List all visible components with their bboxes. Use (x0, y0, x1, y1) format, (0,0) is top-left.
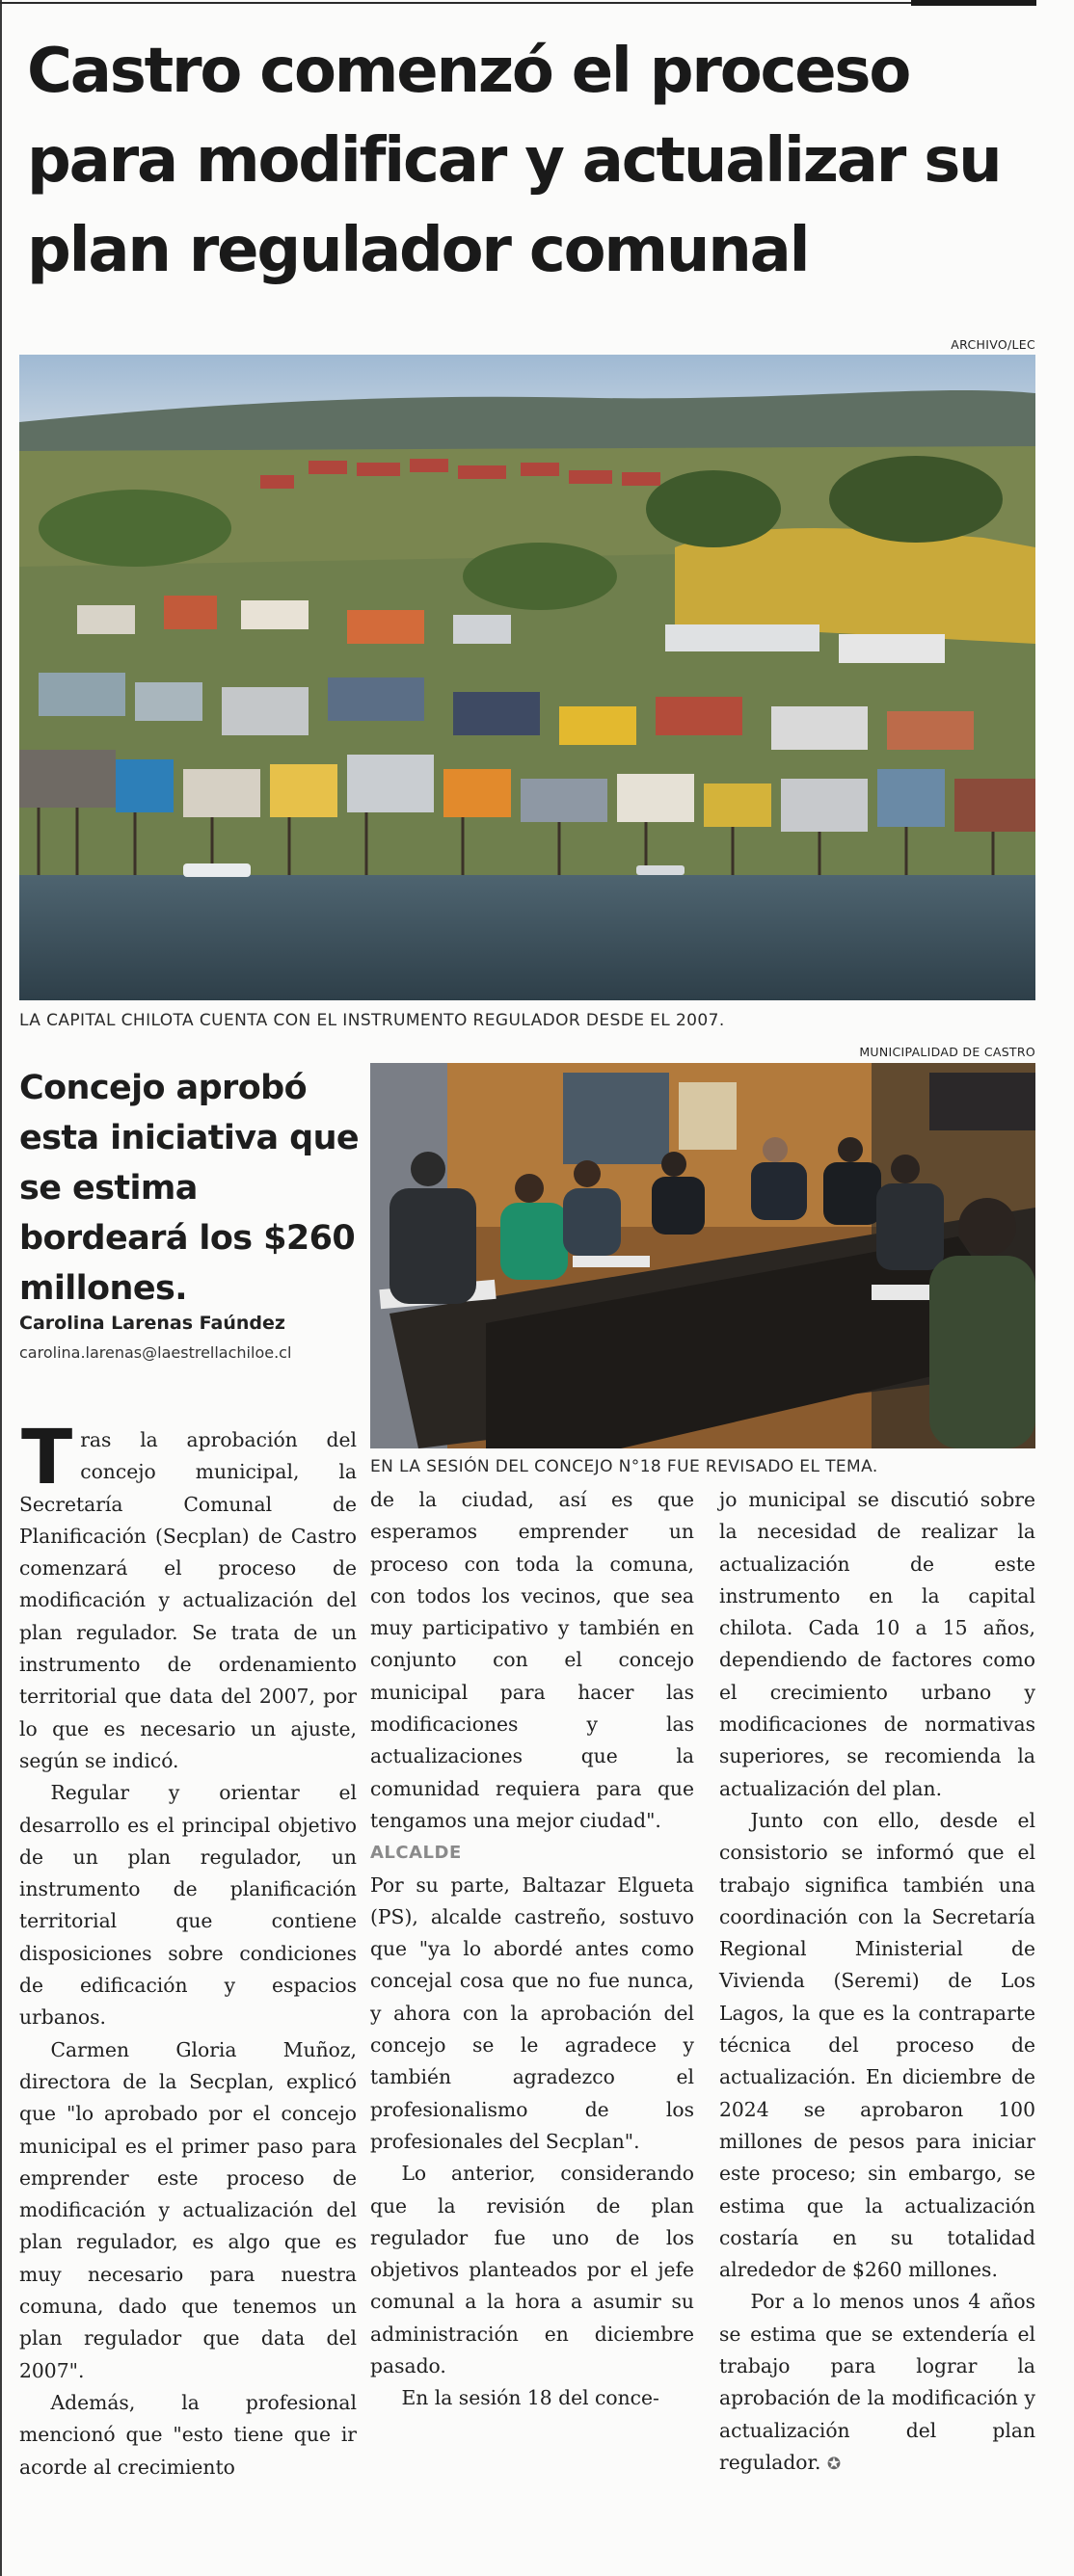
body-column-3 (719, 1484, 1035, 2481)
photo2-caption: EN LA SESIÓN DEL CONCEJO N°18 FUE REVISADO EL TEMA. (370, 1457, 878, 1476)
subhead-alcalde: ALCALDE (370, 1843, 462, 1864)
author-name: Carolina Larenas Faúndez (19, 1313, 285, 1334)
kicker: Concejo aprobó esta iniciativa que se estima bordeará los $260 millones. (19, 1069, 360, 1308)
body-column-1 (19, 1415, 357, 2483)
body-paragraph: Regular y orientar el desarrollo es el principal objetivo de un plan regulador, un instrumento de planificación territorial que contiene disposiciones sobre condiciones de edificación y espacios urbanos. (19, 1781, 357, 2030)
body-column-2 (370, 1484, 694, 2415)
author-email: carolina.larenas@laestrellachiloe.cl (19, 1343, 292, 1362)
body-paragraph: Lo anterior, considerando que la revisión de plan regulador fue uno de los objetivos planteados por el jefe comunal a la hora a asumir su administración en diciembre pasado. (370, 2162, 694, 2378)
body-paragraph: Junto con ello, desde el consistorio se informó que el trabajo significa también una coordinación con la Secretaría Regional Ministerial de Vivienda (Seremi) de Los Lagos, la que es la contraparte técnica del proceso de actualización. En diciembre de 2024 se aprobaron 100 millones de pesos para iniciar este proceso; sin embargo, se estima que la actualización costaría en su totalidad alrededor de $260 millones. (719, 1808, 1035, 2282)
end-mark-icon: ✪ (826, 2454, 842, 2474)
body-paragraph: Por su parte, Baltazar Elgueta (PS), alcalde castreño, sostuvo que "ya lo abordé antes como concejal cosa que no fue nunca, y ahora con la aprobación del concejo se le agradece y también agradezco el profesionalismo de los profesionales del Secplan". (370, 1872, 694, 2153)
body-paragraph: de la ciudad, así es que esperamos emprender un proceso con toda la comuna, con todos los vecinos, que sea muy participativo y también en conjunto con el concejo municipal para hacer las modificaciones y las actualizaciones que la comunidad requiera para que tengamos una mejor ciudad". (370, 1488, 694, 1832)
body-paragraph: jo municipal se discutió sobre la necesidad de realizar la actualización de este instrumento en la capital chilota. Cada 10 a 15 años, dependiendo de factores como el crecimiento urbano y modificaciones de normativas superiores, se recomienda la actualización del plan. (719, 1488, 1035, 1800)
left-column-rule (0, 0, 2, 2576)
dropcap: T (21, 1415, 73, 1501)
castro-palafitos-photo (19, 355, 1035, 1000)
headline: Castro comenzó el proceso para modificar y actualizar su plan regulador comunal (27, 36, 1001, 286)
council-session-photo (370, 1063, 1035, 1448)
body-paragraph: Tras la aprobación del concejo municipal, la Secretaría Comunal de Planificación (Secplan) de Castro comenzará el proceso de modificación y actualización del plan regulador. Se trata de un instrumento de ordenamiento territorial que data del 2007, por lo que es necesario un ajuste, según se indicó. (19, 1415, 357, 1772)
body-paragraph: Además, la profesional mencionó que "esto tiene que ir acorde al crecimiento (19, 2390, 357, 2479)
photo1-caption: LA CAPITAL CHILOTA CUENTA CON EL INSTRUMENTO REGULADOR DESDE EL 2007. (19, 1011, 725, 1030)
photo2-credit: MUNICIPALIDAD DE CASTRO (859, 1045, 1035, 1059)
photo1-credit: ARCHIVO/LEC (951, 337, 1035, 352)
top-rule (0, 0, 1074, 6)
body-paragraph: Carmen Gloria Muñoz, directora de la Secplan, explicó que "lo aprobado por el concejo municipal es el primer paso para emprender este proceso de modificación y actualización del plan regulador, es algo que es muy necesario para nuestra comuna, dado que tenemos un plan regulador que data del 2007". (19, 2037, 357, 2382)
body-paragraph: En la sesión 18 del conce- (401, 2386, 659, 2410)
body-paragraph: Por a lo menos unos 4 años se estima que se extendería el trabajo para lograr la aprobación de la modificación y actualización del plan regulador. ✪ (719, 2290, 1035, 2474)
